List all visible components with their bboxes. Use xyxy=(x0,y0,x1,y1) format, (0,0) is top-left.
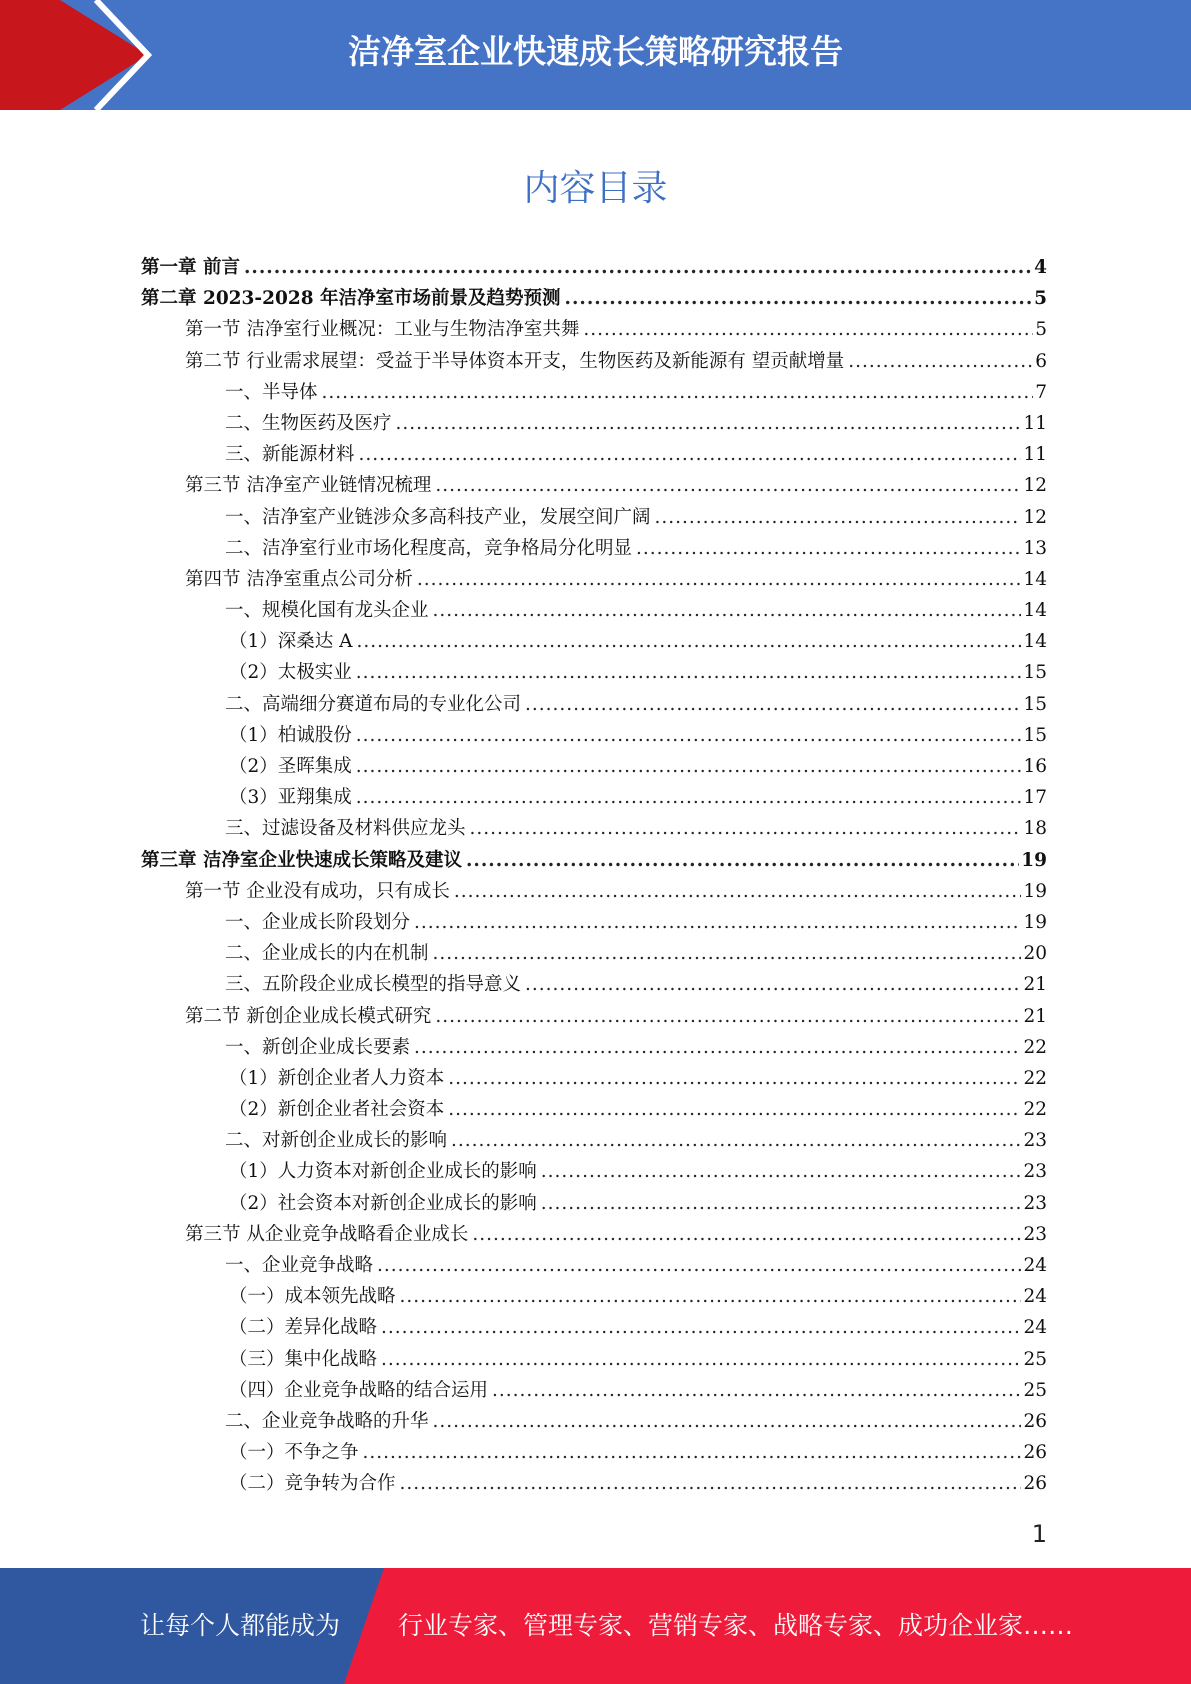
toc-leader-dots xyxy=(359,444,1022,465)
toc-leader-dots xyxy=(244,257,1032,278)
toc-entry[interactable] xyxy=(141,1064,1047,1095)
header-banner xyxy=(0,0,1191,110)
toc-entry[interactable] xyxy=(141,939,1047,970)
toc-entry-page: 23 xyxy=(1023,1223,1047,1245)
toc-entry[interactable] xyxy=(141,471,1047,502)
toc-entry-label: （2）社会资本对新创企业成长的影响 xyxy=(229,1192,537,1214)
toc-entry[interactable] xyxy=(141,284,1047,315)
toc-leader-dots xyxy=(396,413,1022,434)
footer-banner xyxy=(0,1568,1191,1684)
toc-leader-dots xyxy=(470,818,1022,839)
report-title: 洁净室企业快速成长策略研究报告 xyxy=(348,32,843,71)
toc-leader-dots xyxy=(381,1349,1021,1370)
toc-entry-label: 一、规模化国有龙头企业 xyxy=(225,600,429,622)
toc-entry-label: 第二章 2023-2028 年洁净室市场前景及趋势预测 xyxy=(141,288,561,310)
toc-entry-page: 15 xyxy=(1023,662,1047,684)
toc-leader-dots xyxy=(433,1411,1022,1432)
toc-leader-dots xyxy=(433,943,1022,964)
toc-entry-page: 11 xyxy=(1023,444,1047,466)
table-of-contents xyxy=(141,253,1047,1501)
toc-entry[interactable] xyxy=(141,721,1047,752)
toc-entry-label: 二、洁净室行业市场化程度高，竞争格局分化明显 xyxy=(225,537,633,559)
toc-entry[interactable] xyxy=(141,970,1047,1001)
toc-entry[interactable] xyxy=(141,440,1047,471)
toc-entry-label: （三）集中化战略 xyxy=(229,1348,378,1370)
toc-entry-page: 24 xyxy=(1023,1317,1047,1339)
toc-entry-page: 6 xyxy=(1035,350,1047,372)
toc-entry[interactable] xyxy=(141,1251,1047,1282)
toc-entry-page: 23 xyxy=(1023,1192,1047,1214)
toc-entry-page: 16 xyxy=(1023,756,1047,777)
toc-entry-page: 26 xyxy=(1023,1473,1047,1495)
toc-title: 内容目录 xyxy=(523,168,668,209)
toc-leader-dots xyxy=(356,787,1022,808)
toc-entry-label: 二、企业竞争战略的升华 xyxy=(225,1410,429,1432)
toc-entry-label: （二）差异化战略 xyxy=(229,1317,378,1339)
toc-entry[interactable] xyxy=(141,1407,1047,1438)
toc-entry-page: 13 xyxy=(1023,537,1047,559)
toc-leader-dots xyxy=(400,1473,1022,1494)
toc-entry[interactable] xyxy=(141,1157,1047,1188)
toc-entry-page: 25 xyxy=(1023,1348,1047,1370)
toc-entry-label: 一、洁净室产业链涉众多高科技产业，发展空间广阔 xyxy=(225,506,651,528)
toc-leader-dots xyxy=(414,912,1021,933)
toc-leader-dots xyxy=(356,756,1022,777)
toc-entry[interactable] xyxy=(141,658,1047,689)
toc-entry-label: 三、过滤设备及材料供应龙头 xyxy=(225,818,466,840)
toc-entry-label: （1）人力资本对新创企业成长的影响 xyxy=(229,1161,537,1183)
toc-entry-label: 第三章 洁净室企业快速成长策略及建议 xyxy=(141,849,462,871)
toc-leader-dots xyxy=(492,1380,1021,1401)
toc-entry-page: 26 xyxy=(1023,1410,1047,1432)
toc-entry-label: 第三节 从企业竞争战略看企业成长 xyxy=(185,1223,469,1245)
toc-entry-page: 14 xyxy=(1023,600,1047,622)
toc-leader-dots xyxy=(525,694,1021,715)
toc-entry[interactable] xyxy=(141,1313,1047,1344)
toc-entry[interactable] xyxy=(141,503,1047,534)
toc-entry-page: 15 xyxy=(1023,693,1047,715)
toc-entry-page: 17 xyxy=(1023,787,1047,809)
toc-leader-dots xyxy=(414,1037,1021,1058)
toc-entry-label: 三、新能源材料 xyxy=(225,444,355,466)
page-number: 1 xyxy=(1031,1520,1047,1548)
toc-leader-dots xyxy=(655,507,1022,528)
toc-entry[interactable] xyxy=(141,347,1047,378)
toc-leader-dots xyxy=(322,382,1034,403)
toc-entry-page: 12 xyxy=(1023,475,1047,497)
toc-entry[interactable] xyxy=(141,596,1047,627)
toc-entry-label: （二）竞争转为合作 xyxy=(229,1473,396,1495)
toc-leader-dots xyxy=(400,1286,1022,1307)
toc-entry-page: 20 xyxy=(1023,943,1047,965)
toc-leader-dots xyxy=(583,319,1033,340)
toc-leader-dots xyxy=(435,475,1021,496)
toc-leader-dots xyxy=(525,974,1021,995)
toc-entry-label: （2）圣晖集成 xyxy=(229,756,352,777)
toc-entry-page: 14 xyxy=(1023,568,1047,590)
toc-entry-page: 19 xyxy=(1021,849,1047,871)
toc-entry[interactable] xyxy=(141,846,1047,877)
toc-entry-label: 第二节 行业需求展望：受益于半导体资本开支，生物医药及新能源有 望贡献增量 xyxy=(185,350,845,372)
toc-entry-label: 二、对新创企业成长的影响 xyxy=(225,1130,448,1152)
toc-entry[interactable] xyxy=(141,1002,1047,1033)
toc-entry-page: 19 xyxy=(1023,880,1047,902)
toc-entry-page: 21 xyxy=(1023,974,1047,996)
toc-leader-dots xyxy=(356,662,1022,683)
toc-entry[interactable] xyxy=(141,752,1047,783)
toc-entry[interactable] xyxy=(141,1376,1047,1407)
toc-entry-label: 第一节 企业没有成功，只有成长 xyxy=(185,880,450,902)
toc-leader-dots xyxy=(541,1193,1022,1214)
toc-leader-dots xyxy=(381,1317,1021,1338)
toc-entry[interactable] xyxy=(141,627,1047,658)
toc-entry[interactable] xyxy=(141,783,1047,814)
footer-slogan-right: 行业专家、管理专家、营销专家、战略专家、成功企业家…… xyxy=(398,1611,1074,1640)
toc-leader-dots xyxy=(565,288,1033,309)
toc-leader-dots xyxy=(454,881,1022,902)
toc-entry-page: 4 xyxy=(1034,257,1047,278)
toc-entry-page: 18 xyxy=(1023,818,1047,840)
toc-entry-page: 23 xyxy=(1023,1161,1047,1183)
toc-entry[interactable] xyxy=(141,1438,1047,1469)
toc-entry-label: （一）不争之争 xyxy=(229,1442,359,1464)
toc-entry-label: 第四节 洁净室重点公司分析 xyxy=(185,568,413,590)
toc-entry-page: 23 xyxy=(1023,1130,1047,1152)
toc-leader-dots xyxy=(433,600,1022,621)
toc-entry[interactable] xyxy=(141,814,1047,845)
toc-entry[interactable] xyxy=(141,1469,1047,1500)
toc-entry-label: （3）亚翔集成 xyxy=(229,787,352,809)
toc-entry[interactable] xyxy=(141,908,1047,939)
toc-entry-label: 一、企业竞争战略 xyxy=(225,1255,374,1276)
toc-entry-page: 5 xyxy=(1034,288,1047,310)
toc-leader-dots xyxy=(417,569,1022,590)
toc-leader-dots xyxy=(848,351,1033,372)
toc-leader-dots xyxy=(363,1442,1022,1463)
toc-leader-dots xyxy=(451,1130,1021,1151)
toc-entry-label: 一、半导体 xyxy=(225,381,318,403)
toc-entry-page: 21 xyxy=(1023,1005,1047,1027)
toc-leader-dots xyxy=(448,1068,1021,1089)
toc-entry-page: 7 xyxy=(1035,381,1047,403)
toc-entry-label: 三、五阶段企业成长模型的指导意义 xyxy=(225,974,522,996)
toc-leader-dots xyxy=(472,1224,1021,1245)
toc-entry-label: （2）太极实业 xyxy=(229,662,352,684)
toc-entry-page: 25 xyxy=(1023,1379,1047,1401)
toc-entry-page: 26 xyxy=(1023,1442,1047,1464)
toc-leader-dots xyxy=(466,850,1019,871)
toc-leader-dots xyxy=(377,1255,1021,1276)
toc-entry-page: 5 xyxy=(1035,319,1047,341)
toc-entry[interactable] xyxy=(141,1345,1047,1376)
toc-entry[interactable] xyxy=(141,1189,1047,1220)
toc-entry[interactable] xyxy=(141,1095,1047,1126)
toc-entry[interactable] xyxy=(141,315,1047,346)
toc-entry-page: 24 xyxy=(1023,1255,1047,1276)
toc-entry-page: 11 xyxy=(1023,412,1047,434)
toc-entry-label: 一、企业成长阶段划分 xyxy=(225,911,411,933)
toc-leader-dots xyxy=(357,631,1022,652)
toc-entry-label: （一）成本领先战略 xyxy=(229,1286,396,1308)
toc-entry-page: 14 xyxy=(1023,631,1047,653)
toc-entry[interactable] xyxy=(141,253,1047,284)
toc-entry-page: 15 xyxy=(1023,724,1047,746)
toc-entry[interactable] xyxy=(141,409,1047,440)
toc-entry-label: 一、新创企业成长要素 xyxy=(225,1036,411,1058)
toc-entry-page: 22 xyxy=(1023,1036,1047,1058)
footer-slogan-left: 让每个人都能成为 xyxy=(140,1611,341,1640)
toc-entry[interactable] xyxy=(141,1126,1047,1157)
toc-entry-page: 12 xyxy=(1023,506,1047,528)
toc-entry-label: 二、高端细分赛道布局的专业化公司 xyxy=(225,693,522,715)
toc-entry-label: 第二节 新创企业成长模式研究 xyxy=(185,1005,432,1027)
toc-entry-label: 第一章 前言 xyxy=(141,257,240,278)
toc-entry-page: 22 xyxy=(1023,1067,1047,1089)
toc-entry-label: 二、企业成长的内在机制 xyxy=(225,943,429,965)
toc-leader-dots xyxy=(448,1099,1021,1120)
toc-entry[interactable] xyxy=(141,690,1047,721)
toc-entry-page: 19 xyxy=(1023,911,1047,933)
toc-entry-label: （2）新创企业者社会资本 xyxy=(229,1099,445,1121)
toc-leader-dots xyxy=(541,1161,1022,1182)
toc-entry-label: （1）柏诚股份 xyxy=(229,724,352,746)
toc-entry[interactable] xyxy=(141,534,1047,565)
toc-entry-label: 二、生物医药及医疗 xyxy=(225,412,392,434)
toc-entry[interactable] xyxy=(141,877,1047,908)
toc-entry-page: 24 xyxy=(1023,1286,1047,1308)
toc-entry[interactable] xyxy=(141,1282,1047,1313)
toc-entry-page: 22 xyxy=(1023,1099,1047,1121)
toc-entry-label: （1）新创企业者人力资本 xyxy=(229,1067,445,1089)
toc-entry[interactable] xyxy=(141,565,1047,596)
toc-entry-label: （四）企业竞争战略的结合运用 xyxy=(229,1379,489,1401)
toc-leader-dots xyxy=(435,1006,1021,1027)
toc-entry-label: 第三节 洁净室产业链情况梳理 xyxy=(185,475,432,497)
toc-entry-label: （1）深桑达 A xyxy=(229,631,353,653)
toc-leader-dots xyxy=(356,725,1022,746)
toc-entry[interactable] xyxy=(141,1220,1047,1251)
toc-entry[interactable] xyxy=(141,1033,1047,1064)
toc-leader-dots xyxy=(636,538,1021,559)
toc-entry-label: 第一节 洁净室行业概况：工业与生物洁净室共舞 xyxy=(185,319,580,341)
toc-entry[interactable] xyxy=(141,378,1047,409)
